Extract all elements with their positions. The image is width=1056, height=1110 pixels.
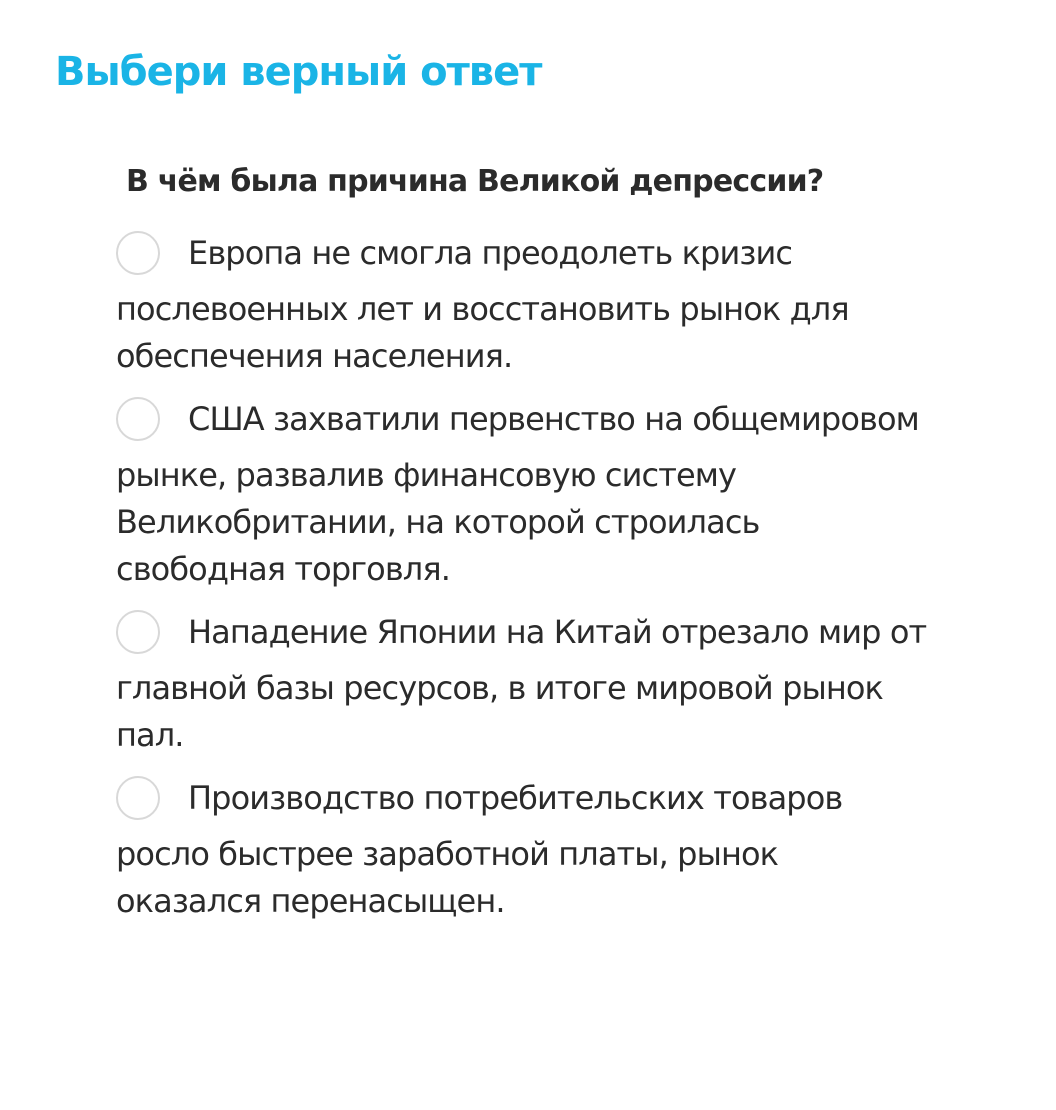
answer-option-2-line-1: США захватили первенство на общемировом	[188, 399, 919, 438]
page-header-title: Выбери верный ответ	[55, 49, 542, 95]
answer-option-3-line-3: пал.	[116, 716, 184, 754]
answer-option-2[interactable]	[116, 390, 1036, 593]
answer-option-3[interactable]	[116, 603, 1036, 759]
answer-option-1-line-2: послевоенных лет и восстановить рынок для	[116, 290, 849, 328]
radio-unchecked-icon[interactable]	[116, 231, 160, 275]
radio-unchecked-icon[interactable]	[116, 610, 160, 654]
answer-option-2-line-2: рынке, развалив финансовую систему	[116, 456, 737, 494]
answer-option-1-line-3: обеспечения населения.	[116, 337, 513, 375]
radio-unchecked-icon[interactable]	[116, 776, 160, 820]
radio-unchecked-icon[interactable]	[116, 397, 160, 441]
question-text: В чём была причина Великой депрессии?	[126, 164, 824, 199]
answer-option-4-line-3: оказался перенасыщен.	[116, 882, 505, 920]
answer-option-3-line-1: Нападение Японии на Китай отрезало мир от	[188, 612, 927, 651]
answer-option-2-line-3: Великобритании, на которой строилась	[116, 503, 760, 541]
answer-option-1-line-1: Европа не смогла преодолеть кризис	[188, 233, 793, 272]
answer-options	[116, 224, 1036, 935]
answer-option-1[interactable]	[116, 224, 1036, 380]
answer-option-4[interactable]	[116, 769, 1036, 925]
answer-option-4-line-1: Производство потребительских товаров	[188, 778, 843, 817]
answer-option-4-line-2: росло быстрее заработной платы, рынок	[116, 835, 779, 873]
answer-option-3-line-2: главной базы ресурсов, в итоге мировой рынок	[116, 669, 883, 707]
answer-option-2-line-4: свободная торговля.	[116, 550, 450, 588]
